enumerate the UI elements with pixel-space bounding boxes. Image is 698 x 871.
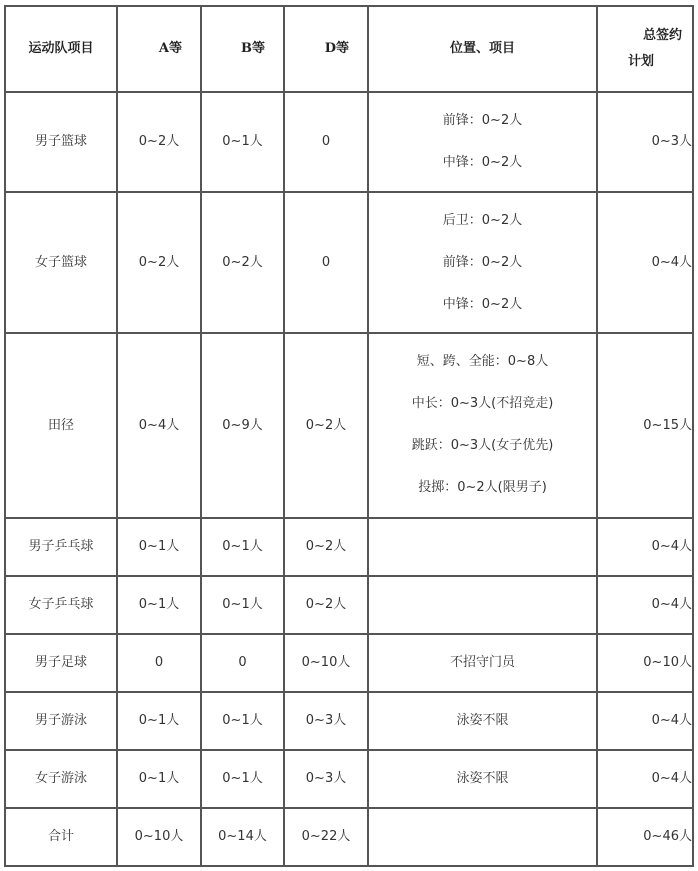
grade-d-count: 0~2人 — [284, 333, 368, 517]
grade-b-count: 0~2人 — [201, 192, 284, 333]
grade-b-count: 0~14人 — [201, 808, 284, 866]
header-grade-d: D等 — [284, 6, 368, 92]
grade-b-count: 0 — [201, 634, 284, 692]
grade-d-count: 0 — [284, 92, 368, 192]
header-grade-a: A等 — [117, 6, 201, 92]
header-row — [5, 6, 693, 92]
total-count: 0~15人 — [597, 333, 693, 517]
position-cell: 泳姿不限 — [368, 692, 597, 750]
table-row-total — [5, 808, 693, 866]
header-position: 位置、项目 — [368, 6, 597, 92]
table-row — [5, 518, 693, 576]
table-row — [5, 92, 693, 192]
grade-a-count: 0~1人 — [117, 750, 201, 808]
grade-d-count: 0 — [284, 192, 368, 333]
position-line: 短、跨、全能：0~8人 — [416, 354, 549, 370]
header-total-line1: 总签约 — [642, 28, 682, 43]
grade-b-count: 0~1人 — [201, 518, 284, 576]
position-line: 中锋：0~2人 — [442, 155, 523, 171]
table-row — [5, 192, 693, 333]
total-count: 0~4人 — [597, 518, 693, 576]
total-count: 0~3人 — [597, 92, 693, 192]
position-cell — [368, 92, 597, 192]
sport-name: 合计 — [5, 808, 117, 866]
position-line: 投掷：0~2人(限男子) — [418, 480, 547, 496]
header-total — [597, 6, 693, 92]
grade-a-count: 0~1人 — [117, 518, 201, 576]
total-count: 0~46人 — [597, 808, 693, 866]
total-count: 0~4人 — [597, 750, 693, 808]
table-row — [5, 333, 693, 517]
grade-a-count: 0 — [117, 634, 201, 692]
grade-d-count: 0~2人 — [284, 576, 368, 634]
position-line: 前锋：0~2人 — [442, 254, 523, 270]
position-cell: 不招守门员 — [368, 634, 597, 692]
sport-name: 男子乒乓球 — [5, 518, 117, 576]
sport-name: 男子篮球 — [5, 92, 117, 192]
position-cell — [368, 333, 597, 517]
grade-b-count: 0~1人 — [201, 750, 284, 808]
grade-d-count: 0~2人 — [284, 518, 368, 576]
table-row — [5, 634, 693, 692]
sport-name: 男子足球 — [5, 634, 117, 692]
grade-d-count: 0~3人 — [284, 750, 368, 808]
header-project: 运动队项目 — [5, 6, 117, 92]
position-line: 后卫：0~2人 — [442, 212, 523, 228]
position-cell — [368, 518, 597, 576]
grade-d-count: 0~3人 — [284, 692, 368, 750]
grade-a-count: 0~1人 — [117, 576, 201, 634]
grade-b-count: 0~9人 — [201, 333, 284, 517]
total-count: 0~10人 — [597, 634, 693, 692]
position-line: 前锋：0~2人 — [442, 113, 523, 129]
header-total-line2: 计划 — [628, 54, 655, 69]
table-header — [5, 6, 693, 92]
grade-a-count: 0~2人 — [117, 92, 201, 192]
position-line: 中长：0~3人(不招竞走) — [411, 396, 554, 412]
total-count: 0~4人 — [597, 576, 693, 634]
position-cell — [368, 576, 597, 634]
grade-b-count: 0~1人 — [201, 692, 284, 750]
total-count: 0~4人 — [597, 692, 693, 750]
grade-b-count: 0~1人 — [201, 576, 284, 634]
position-cell: 泳姿不限 — [368, 750, 597, 808]
table-row — [5, 692, 693, 750]
position-line: 中锋：0~2人 — [442, 296, 523, 312]
grade-a-count: 0~4人 — [117, 333, 201, 517]
grade-a-count: 0~1人 — [117, 692, 201, 750]
grade-a-count: 0~10人 — [117, 808, 201, 866]
sport-name: 女子乒乓球 — [5, 576, 117, 634]
sport-name: 女子游泳 — [5, 750, 117, 808]
grade-d-count: 0~22人 — [284, 808, 368, 866]
position-cell — [368, 192, 597, 333]
position-cell — [368, 808, 597, 866]
quota-table — [4, 5, 694, 867]
table-row — [5, 576, 693, 634]
grade-b-count: 0~1人 — [201, 92, 284, 192]
grade-a-count: 0~2人 — [117, 192, 201, 333]
sport-name: 女子篮球 — [5, 192, 117, 333]
sport-name: 男子游泳 — [5, 692, 117, 750]
header-grade-b: B等 — [201, 6, 284, 92]
table-body — [5, 92, 693, 866]
grade-d-count: 0~10人 — [284, 634, 368, 692]
position-line: 跳跃：0~3人(女子优先) — [411, 438, 554, 454]
sport-name: 田径 — [5, 333, 117, 517]
table-row — [5, 750, 693, 808]
total-count: 0~4人 — [597, 192, 693, 333]
